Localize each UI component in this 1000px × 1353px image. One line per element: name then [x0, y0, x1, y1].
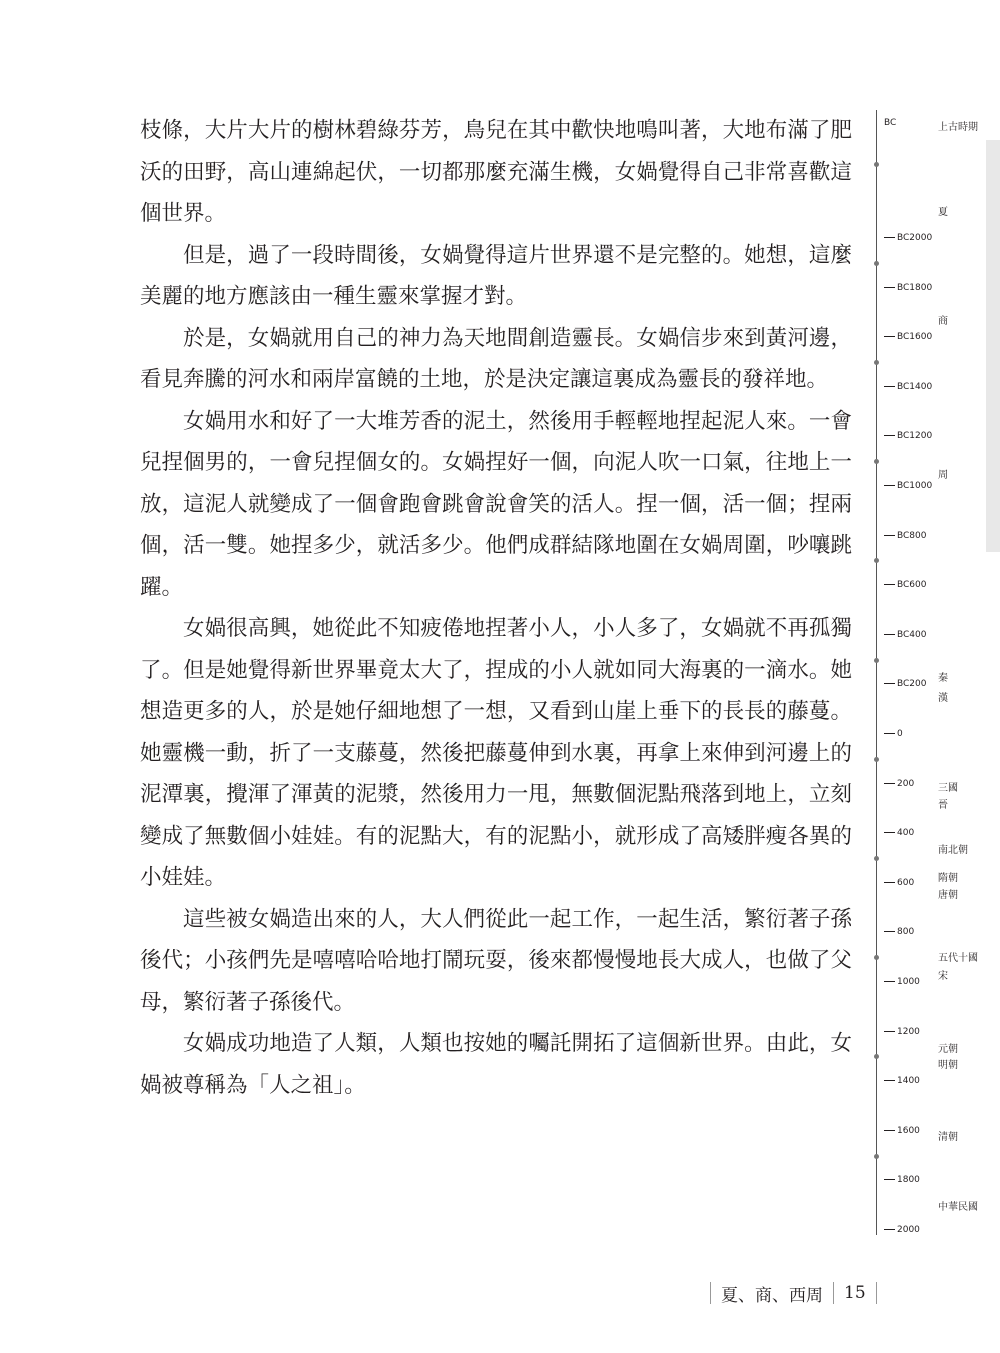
- body-paragraph: 這些被女媧造出來的人，大人們從此一起工作，一起生活，繁衍著子孫後代；小孩們先是嘻嘻哈哈地打鬧玩耍，後來都慢慢地長大成人，也做了父母，繁衍著子孫後代。: [140, 906, 852, 1015]
- timeline-dynasty-label: 唐朝: [938, 890, 958, 902]
- timeline-dynasty-label: 周: [938, 470, 948, 482]
- body-paragraph: 枝條，大片大片的樹林碧綠芬芳，鳥兒在其中歡快地鳴叫著，大地布滿了肥沃的田野，高山連綿起伏，一切都那麼充滿生機，女媧覺得自己非常喜歡這個世界。: [140, 118, 852, 226]
- timeline-year-label: [884, 481, 932, 491]
- timeline-tick: [884, 1031, 895, 1032]
- timeline-dot: [874, 757, 879, 762]
- timeline-tick: [884, 634, 895, 635]
- timeline-year-label: [884, 630, 926, 640]
- timeline-dynasty-label: 清朝: [938, 1131, 958, 1143]
- timeline-tick: [884, 237, 895, 238]
- footer-divider: [833, 1282, 834, 1304]
- timeline-dynasty-label: 中華民國: [938, 1202, 978, 1214]
- timeline-dot: [874, 261, 879, 266]
- page-footer: [700, 1280, 887, 1306]
- timeline-year-text: 600: [897, 877, 915, 888]
- timeline-year-text: BC400: [897, 629, 927, 640]
- footer-divider: [876, 1282, 877, 1304]
- timeline-year-label: [884, 828, 914, 838]
- timeline-dynasty-label: 隋朝: [938, 873, 958, 885]
- timeline-year-text: 2000: [897, 1225, 920, 1235]
- timeline-year-label: [884, 1027, 920, 1037]
- footer-page-number: 15: [844, 1283, 866, 1303]
- timeline-year-text: 1000: [897, 977, 920, 987]
- timeline-tick: [884, 981, 895, 982]
- timeline-year-text: 1800: [897, 1175, 920, 1186]
- timeline-year-label: [884, 927, 914, 937]
- timeline-dot: [874, 1154, 879, 1159]
- timeline-header: 上古時期: [938, 122, 978, 133]
- footer-divider: [710, 1282, 711, 1304]
- timeline-year-text: BC1600: [897, 332, 933, 343]
- timeline-dot: [874, 459, 879, 464]
- timeline-tick: [884, 783, 895, 784]
- timeline-dynasty-label: 元朝: [938, 1044, 958, 1056]
- timeline-tick: [884, 287, 895, 288]
- timeline-tick: [884, 584, 895, 585]
- timeline-dynasty-label: 明朝: [938, 1060, 958, 1072]
- timeline-year-text: 0: [897, 729, 903, 739]
- timeline-year-text: BC1400: [897, 381, 933, 392]
- timeline-year-label: [884, 679, 926, 689]
- timeline-bc-label: BC: [884, 118, 897, 128]
- timeline-tick: [884, 1229, 895, 1230]
- timeline-year-text: BC800: [897, 530, 927, 541]
- timeline-axis: [876, 110, 877, 1235]
- timeline-year-label: [884, 1175, 920, 1185]
- timeline-tick: [884, 931, 895, 932]
- body-paragraph: 於是，女媧就用自己的神力為天地間創造靈長。女媧信步來到黃河邊，看見奔騰的河水和兩岸富饒的土地，於是決定讓這裏成為靈長的發祥地。: [140, 325, 852, 392]
- body-paragraph: 但是，過了一段時間後，女媧覺得這片世界還不是完整的。她想，這麼美麗的地方應該由一種生靈來掌握才對。: [140, 242, 852, 309]
- body-paragraph: 女媧成功地造了人類，人類也按她的囑託開拓了這個新世界。由此，女媧被尊稱為「人之祖」。: [140, 1031, 852, 1098]
- timeline-ruler: [870, 100, 980, 1240]
- timeline-year-label: [884, 531, 926, 541]
- footer-section-title: 夏、商、西周: [721, 1285, 823, 1306]
- timeline-dynasty-label: 晉: [938, 799, 948, 811]
- timeline-year-text: 1600: [897, 1125, 920, 1136]
- timeline-tick: [884, 1179, 895, 1180]
- timeline-tick: [884, 1130, 895, 1131]
- timeline-year-label: [884, 332, 932, 342]
- timeline-dynasty-label: 五代十國: [938, 952, 978, 964]
- timeline-year-text: BC600: [897, 580, 927, 591]
- timeline-tick: [884, 485, 895, 486]
- timeline-year-label: [884, 233, 932, 243]
- timeline-year-text: BC1800: [897, 282, 933, 293]
- timeline-year-label: [884, 779, 914, 789]
- timeline-year-label: [884, 1225, 920, 1235]
- timeline-tick: [884, 1080, 895, 1081]
- timeline-year-label: [884, 878, 914, 888]
- timeline-year-text: 1200: [897, 1026, 920, 1037]
- body-text: [140, 110, 852, 1106]
- timeline-year-label: [884, 1076, 920, 1086]
- timeline-year-label: [884, 1126, 920, 1136]
- timeline-year-text: BC2000: [897, 233, 933, 243]
- timeline-dot: [874, 162, 879, 167]
- chapter-side-tab: [986, 140, 1000, 552]
- body-paragraph: 女媧用水和好了一大堆芳香的泥土，然後用手輕輕地捏起泥人來。一會兒捏個男的，一會兒捏個女的。女媧捏好一個，向泥人吹一口氣，往地上一放，這泥人就變成了一個會跑會跳會說會笑的活人。捏一個，活一個；捏兩個，活一雙。她捏多少，就活多少。他們成群結隊地圍在女媧周圍，吵嚷跳躍。: [140, 408, 852, 600]
- body-paragraph: 女媧很高興，她從此不知疲倦地捏著小人，小人多了，女媧就不再孤獨了。但是她覺得新世界畢竟太大了，捏成的小人就如同大海裏的一滴水。她想造更多的人，於是她仔細地想了一想，又看到山崖上垂下的長長的藤蔓。她靈機一動，折了一支藤蔓，然後把藤蔓伸到水裏，再拿上來伸到河邊上的泥潭裏，攪渾了渾黃的泥漿，然後用力一甩，無數個泥點飛落到地上，立刻變成了無數個小娃娃。有的泥點大，有的泥點小，就形成了高矮胖瘦各異的小娃娃。: [140, 616, 852, 890]
- timeline-year-label: [884, 729, 903, 739]
- timeline-dynasty-label: 漢: [938, 693, 948, 705]
- timeline-year-label: [884, 580, 926, 590]
- timeline-dynasty-label: 南北朝: [938, 844, 968, 856]
- timeline-dot: [874, 360, 879, 365]
- timeline-year-label: [884, 283, 932, 293]
- timeline-tick: [884, 882, 895, 883]
- timeline-tick: [884, 832, 895, 833]
- timeline-dot: [874, 558, 879, 563]
- timeline-dot: [874, 1054, 879, 1059]
- timeline-year-text: 800: [897, 927, 915, 938]
- timeline-year-label: [884, 977, 920, 987]
- timeline-year-text: BC1000: [897, 481, 933, 491]
- timeline-tick: [884, 336, 895, 337]
- timeline-dynasty-label: 夏: [938, 207, 948, 219]
- timeline-tick: [884, 386, 895, 387]
- timeline-tick: [884, 683, 895, 684]
- timeline-year-text: BC1200: [897, 431, 933, 442]
- timeline-tick: [884, 435, 895, 436]
- timeline-year-label: [884, 431, 932, 441]
- timeline-tick: [884, 733, 895, 734]
- timeline-year-text: BC200: [897, 679, 927, 690]
- timeline-dot: [874, 955, 879, 960]
- timeline-year-label: [884, 382, 932, 392]
- timeline-dynasty-label: 秦: [938, 673, 948, 685]
- timeline-dynasty-label: 三國: [938, 782, 958, 794]
- timeline-dot: [874, 856, 879, 861]
- timeline-tick: [884, 535, 895, 536]
- timeline-year-text: 200: [897, 778, 915, 789]
- timeline-year-text: 400: [897, 828, 915, 839]
- timeline-year-text: 1400: [897, 1076, 920, 1087]
- timeline-dot: [874, 658, 879, 663]
- timeline-dynasty-label: 宋: [938, 971, 948, 983]
- timeline-dynasty-label: 商: [938, 316, 948, 328]
